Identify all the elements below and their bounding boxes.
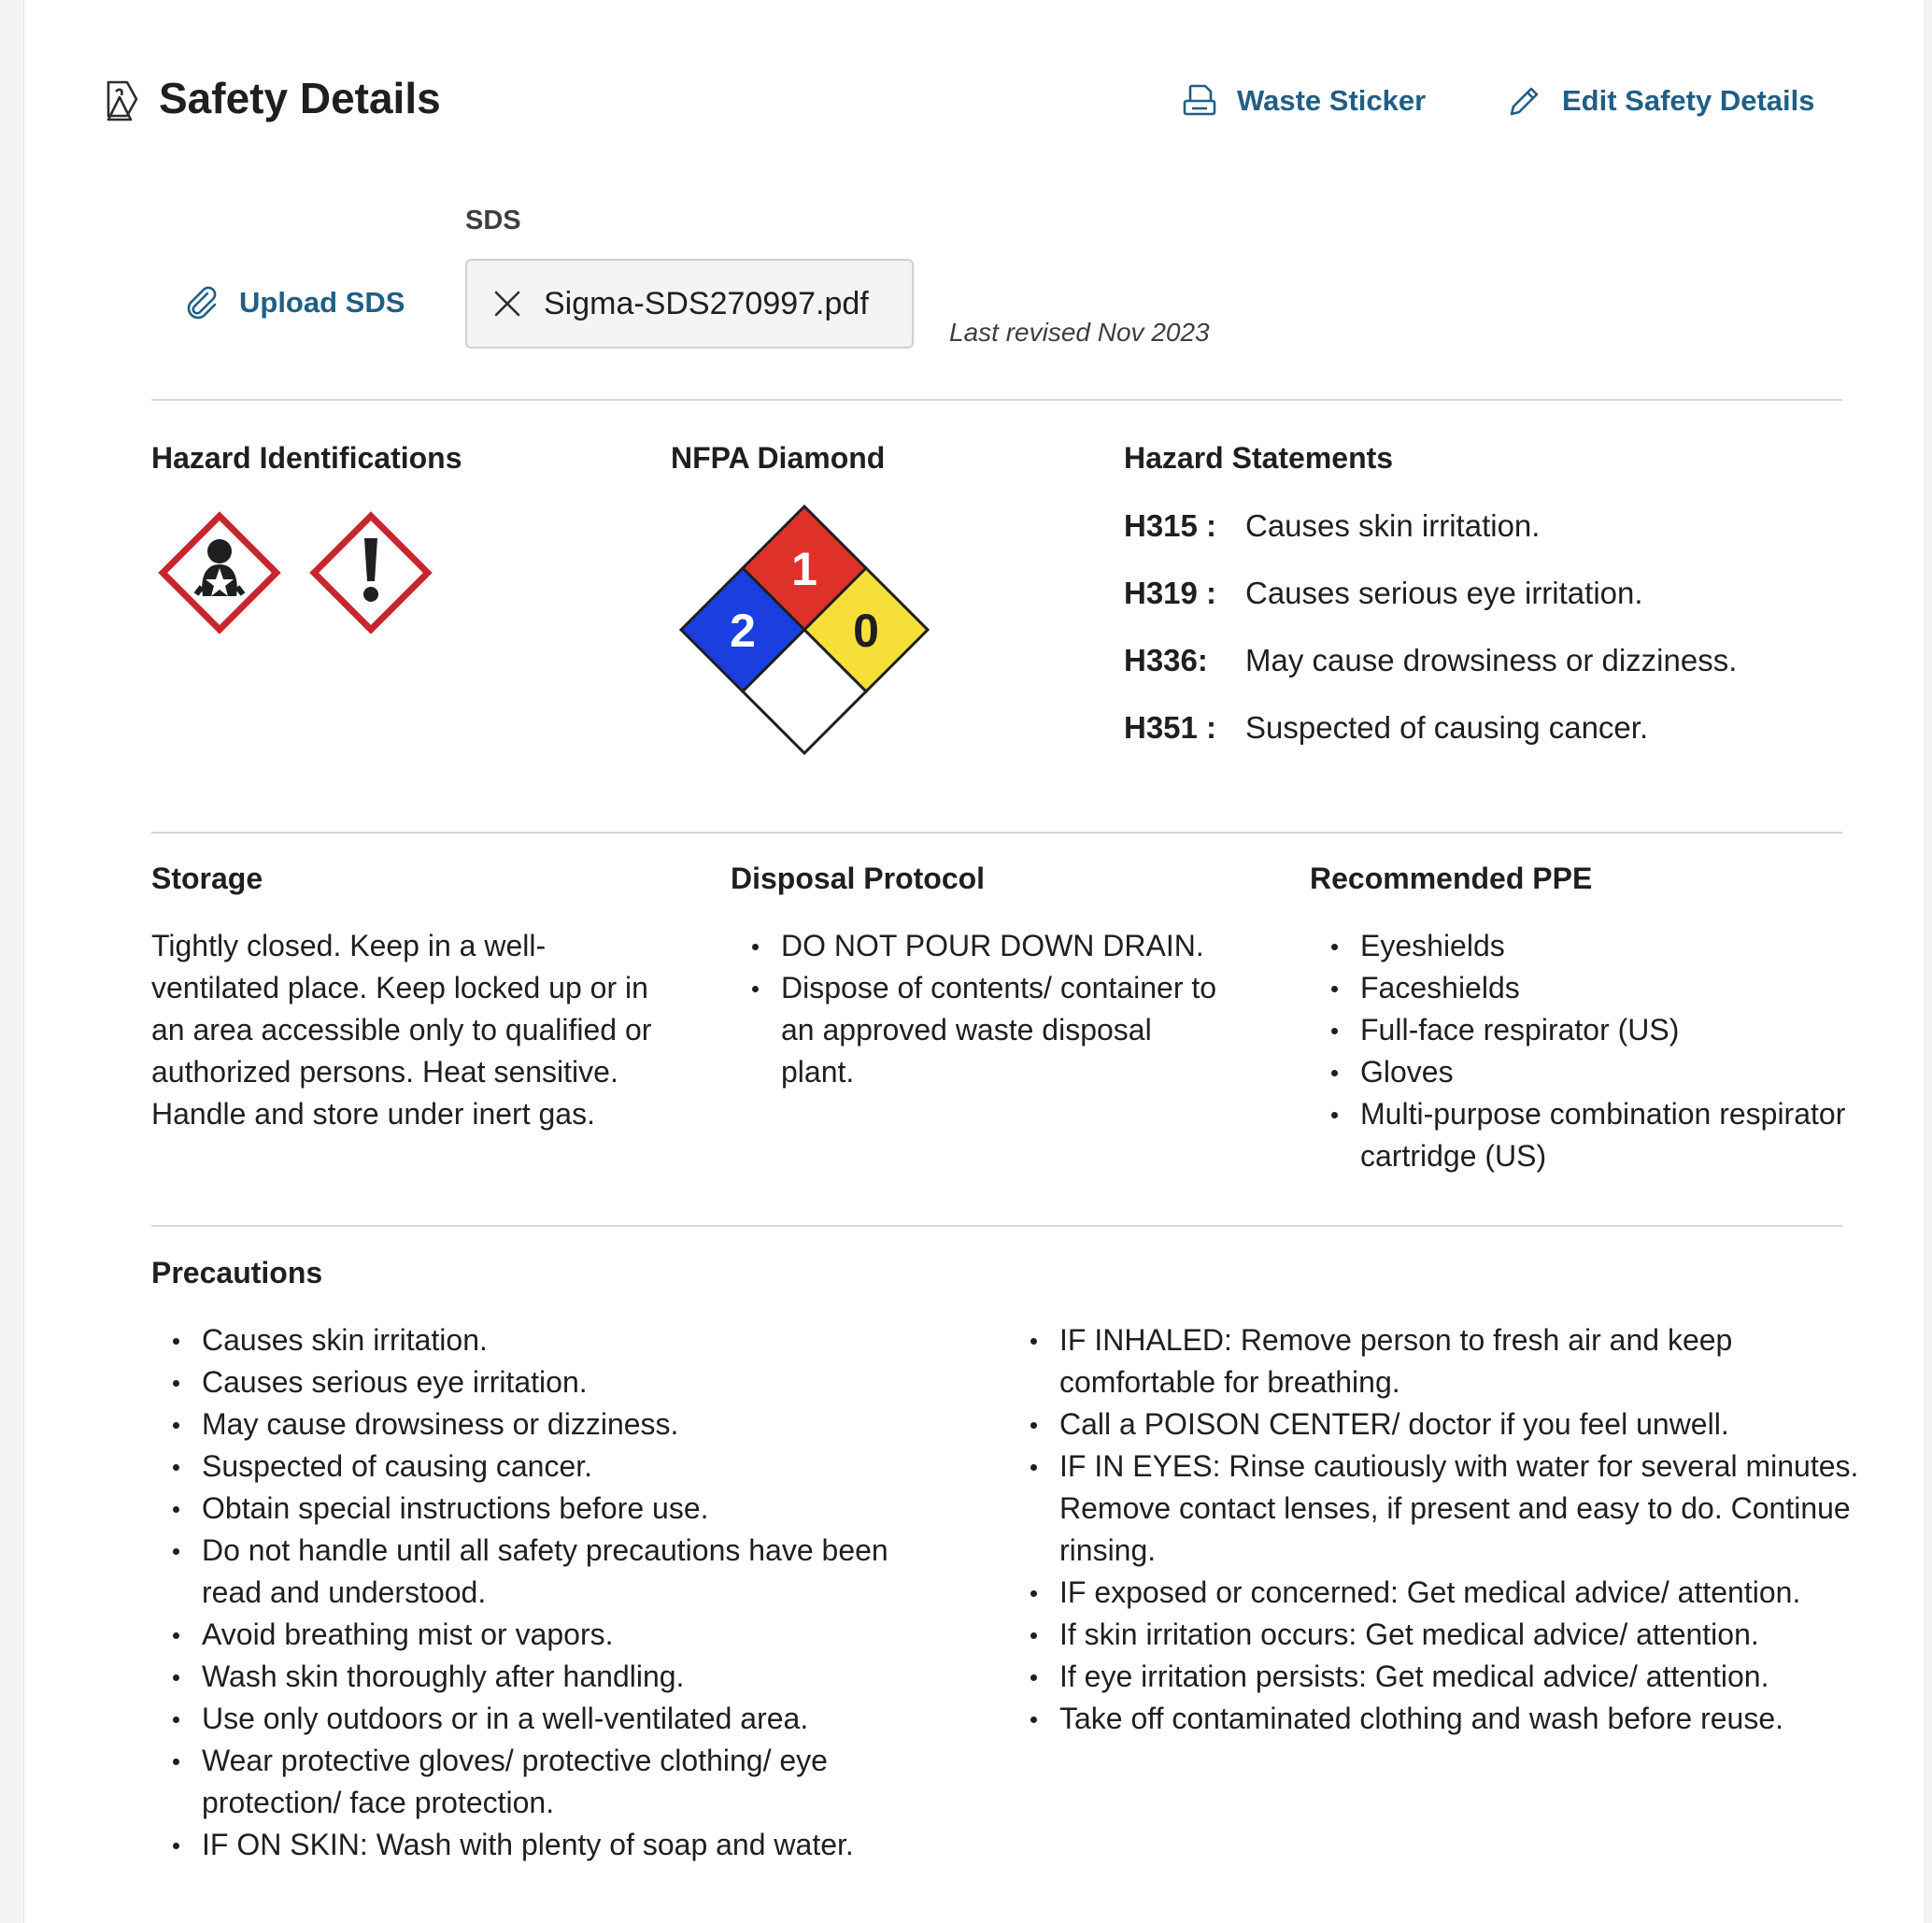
- hazard-statement-row: [1124, 639, 1737, 682]
- nfpa-health-value: 2: [730, 605, 756, 657]
- health-hazard-pictogram-icon: [151, 505, 288, 641]
- close-icon[interactable]: [491, 288, 523, 320]
- nfpa-diamond-icon: [671, 503, 938, 761]
- hazard-code: H319 :: [1124, 576, 1217, 610]
- hazard-text: Causes serious eye irritation.: [1245, 576, 1643, 610]
- edit-safety-details-label: Edit Safety Details: [1562, 84, 1815, 117]
- waste-sticker-button[interactable]: [1181, 82, 1426, 120]
- divider: [151, 832, 1842, 833]
- hazard-text: Causes skin irritation.: [1245, 508, 1541, 543]
- paperclip-icon: [183, 284, 220, 321]
- list-item: Wash skin thoroughly after handling.: [202, 1656, 949, 1698]
- list-item: Do not handle until all safety precautions have been read and understood.: [202, 1530, 949, 1614]
- list-item: Dispose of contents/ container to an approved waste disposal plant.: [781, 967, 1220, 1093]
- precautions-list-right: [1009, 1319, 1863, 1740]
- hazard-identifications-title: Hazard Identifications: [151, 441, 462, 475]
- list-item: Use only outdoors or in a well-ventilated area.: [202, 1698, 949, 1740]
- list-item: Call a POISON CENTER/ doctor if you feel unwell.: [1059, 1403, 1863, 1446]
- hazard-text: Suspected of causing cancer.: [1245, 710, 1649, 745]
- sds-label: SDS: [465, 206, 521, 235]
- list-item: Full-face respirator (US): [1360, 1009, 1865, 1051]
- hazard-code: H351 :: [1124, 710, 1217, 745]
- list-item: Suspected of causing cancer.: [202, 1446, 949, 1488]
- list-item: Causes serious eye irritation.: [202, 1361, 949, 1403]
- hazard-statement-row: [1124, 505, 1737, 548]
- storage-text: Tightly closed. Keep in a well-ventilated place. Keep locked up or in an area accessible only to qualified or authorized persons. Heat sensitive. Handle and store under inert gas.: [151, 929, 652, 1131]
- hazard-statement-row: [1124, 706, 1737, 749]
- list-item: Avoid breathing mist or vapors.: [202, 1614, 949, 1656]
- list-item: May cause drowsiness or dizziness.: [202, 1403, 949, 1446]
- list-item: Obtain special instructions before use.: [202, 1488, 949, 1530]
- list-item: IF ON SKIN: Wash with plenty of soap and water.: [202, 1824, 949, 1866]
- upload-sds-label: Upload SDS: [239, 286, 405, 319]
- hazard-triangle-icon: [99, 78, 144, 127]
- list-item: Causes skin irritation.: [202, 1319, 949, 1361]
- edit-safety-details-button[interactable]: [1506, 82, 1814, 120]
- list-item: DO NOT POUR DOWN DRAIN.: [781, 925, 1220, 967]
- list-item: IF INHALED: Remove person to fresh air and keep comfortable for breathing.: [1059, 1319, 1863, 1403]
- last-revised-text: Last revised Nov 2023: [949, 318, 1210, 347]
- sds-file-name[interactable]: Sigma-SDS270997.pdf: [544, 285, 869, 321]
- hazard-statement-row: [1124, 572, 1737, 615]
- disposal-protocol-title: Disposal Protocol: [731, 862, 986, 895]
- hazard-text: May cause drowsiness or dizziness.: [1245, 643, 1738, 677]
- precautions-list-left: [151, 1319, 949, 1866]
- hazard-code: H336:: [1124, 643, 1208, 677]
- pencil-icon: [1506, 82, 1543, 120]
- recommended-ppe-title: Recommended PPE: [1310, 862, 1593, 895]
- list-item: If eye irritation persists: Get medical advice/ attention.: [1059, 1656, 1863, 1698]
- list-item: Wear protective gloves/ protective clothing/ eye protection/ face protection.: [202, 1740, 949, 1824]
- sds-file-chip: [465, 259, 914, 349]
- storage-title: Storage: [151, 862, 263, 895]
- exclamation-mark-pictogram-icon: [303, 505, 439, 641]
- disposal-protocol-list: [731, 925, 1220, 1093]
- hazard-statements-list: [1124, 505, 1737, 774]
- hazard-statements-title: Hazard Statements: [1124, 441, 1394, 475]
- waste-sticker-label: Waste Sticker: [1237, 84, 1427, 117]
- nfpa-instability-value: 0: [853, 605, 879, 657]
- page-title: Safety Details: [159, 74, 441, 122]
- precautions-title: Precautions: [151, 1256, 323, 1289]
- safety-details-panel: [24, 0, 1925, 1923]
- recommended-ppe-list: [1310, 925, 1865, 1177]
- nfpa-flammability-value: 1: [791, 543, 817, 595]
- list-item: Take off contaminated clothing and wash before reuse.: [1059, 1698, 1863, 1740]
- printer-icon: [1181, 82, 1218, 120]
- list-item: Multi-purpose combination respirator cartridge (US): [1360, 1093, 1865, 1177]
- divider: [151, 1225, 1842, 1227]
- divider: [151, 399, 1842, 401]
- upload-sds-button[interactable]: [183, 284, 405, 321]
- list-item: If skin irritation occurs: Get medical advice/ attention.: [1059, 1614, 1863, 1656]
- list-item: IF exposed or concerned: Get medical advice/ attention.: [1059, 1572, 1863, 1614]
- list-item: IF IN EYES: Rinse cautiously with water for several minutes. Remove contact lenses, if present and easy to do. Continue rinsing.: [1059, 1446, 1863, 1572]
- list-item: Eyeshields: [1360, 925, 1865, 967]
- list-item: Faceshields: [1360, 967, 1865, 1009]
- hazard-code: H315 :: [1124, 508, 1217, 543]
- nfpa-diamond-title: NFPA Diamond: [671, 441, 886, 475]
- list-item: Gloves: [1360, 1051, 1865, 1093]
